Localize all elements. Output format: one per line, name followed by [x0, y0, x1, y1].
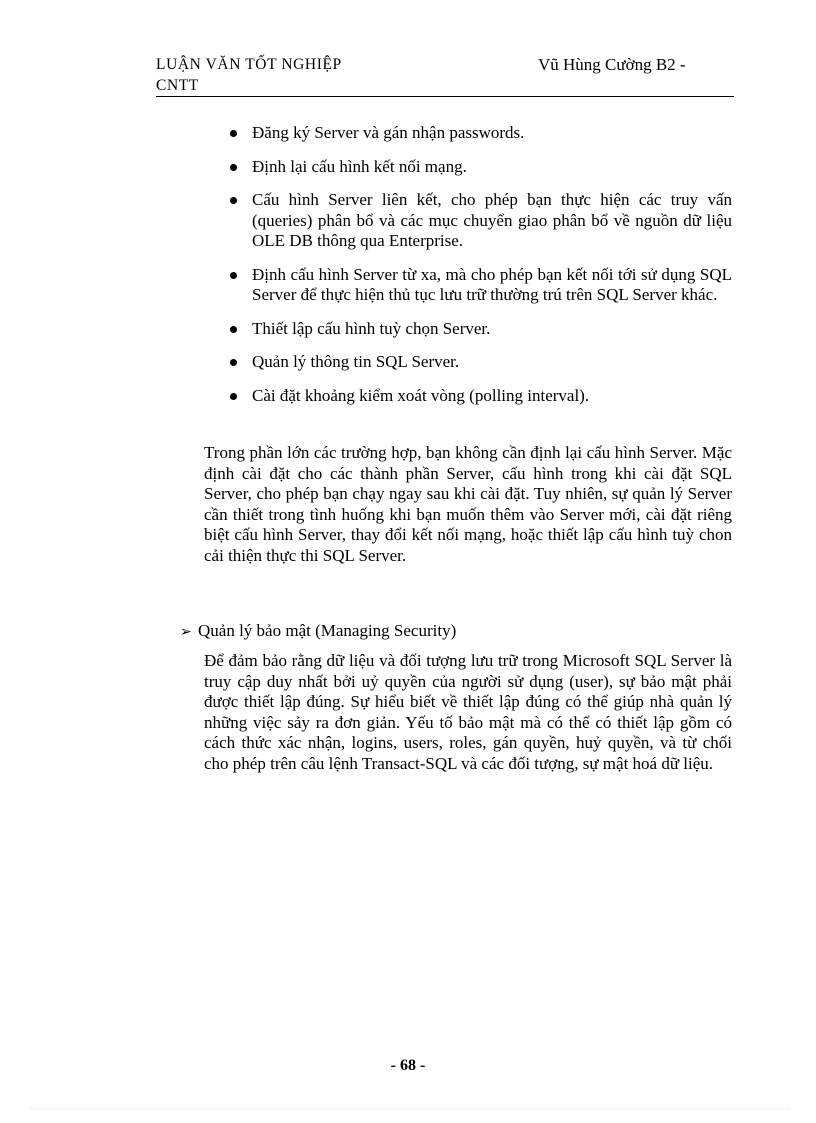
- section-heading: [180, 621, 456, 644]
- bullet-icon: [230, 359, 237, 366]
- list-item: [230, 190, 732, 252]
- bullet-icon: [230, 164, 237, 171]
- header-title-line1: LUẬN VĂN TỐT NGHIỆP: [156, 56, 342, 73]
- page-number: - 68 -: [390, 1057, 426, 1074]
- bullet-text: Quản lý thông tin SQL Server.: [252, 352, 460, 371]
- bullet-text: Thiết lập cấu hình tuỳ chọn Server.: [252, 318, 491, 338]
- section-heading-text: Quản lý bảo mật (Managing Security): [198, 621, 457, 640]
- bullet-icon: [230, 197, 237, 204]
- list-item: [230, 123, 732, 144]
- bullet-text: Cấu hình Server liên kết, cho phép bạn thực hiện các truy vấn (queries) phân bổ và các mục chuyển giao phân bổ về nguồn dữ liệu OLE DB thông qua Enterprise.: [252, 190, 732, 250]
- header-title-line2: CNTT: [156, 77, 199, 94]
- body-paragraph-security: Để đảm bảo rằng dữ liệu và đối tượng lưu trữ trong Microsoft SQL Server là truy cập duy nhất bởi uỷ quyền của người sử dụng (user), sự bảo mật phải được thiết lập đúng. Sự hiểu biết về thiết lập đúng có thể giúp nhà quản lý những việc sảy ra đơn giản. Yếu tố bảo mật mà có thể có thiết lập gồm có cách thức xác nhận, logins, users, roles, gán quyền, huỷ quyền, và từ chối cho phép trên câu lệnh Transact-SQL và các đối tượng, sự mật hoá dữ liệu.: [204, 651, 732, 773]
- list-item: [230, 265, 732, 306]
- bullet-text: Đăng ký Server và gán nhận passwords.: [252, 123, 525, 142]
- list-item: [230, 319, 732, 340]
- header-thesis-title: [156, 54, 386, 96]
- list-item: [230, 157, 732, 178]
- bullet-icon: [230, 130, 237, 137]
- page-header: [156, 52, 734, 97]
- page-bottom-divider: [30, 1108, 790, 1109]
- body-paragraph-server-config: Trong phần lớn các trường hợp, bạn không cần định lại cấu hình Server. Mặc định cài đặt cho các thành phần Server, cấu hình trong khi cài đặt SQL Server, cho phép bạn chạy ngay sau khi cài đặt. Tuy nhiên, sự quản lý Server cần thiết trong tình huống khi bạn muốn thêm vào Server mới, cài đặt riêng biệt cấu hình Server, thay đổi kết nối mạng, hoặc thiết lập cấu hình tuỳ chon cải thiện thực thi SQL Server.: [204, 443, 732, 565]
- header-author: Vũ Hùng Cường B2 -: [538, 55, 686, 74]
- bullet-text: Định cấu hình Server từ xa, mà cho phép bạn kết nối tới sử dụng SQL Server để thực hiện thủ tục lưu trữ thường trú trên SQL Server khác.: [252, 264, 732, 304]
- bullet-text: Định lại cấu hình kết nối mạng.: [252, 156, 467, 176]
- list-item: [230, 386, 732, 407]
- bullet-list: [230, 123, 732, 419]
- bullet-text: Cài đặt khoảng kiểm xoát vòng (polling interval).: [252, 385, 590, 405]
- bullet-icon: [230, 272, 237, 279]
- bullet-icon: [230, 393, 237, 400]
- bullet-icon: [230, 326, 237, 333]
- arrow-bullet-icon: ➢: [180, 625, 192, 640]
- list-item: [230, 352, 732, 373]
